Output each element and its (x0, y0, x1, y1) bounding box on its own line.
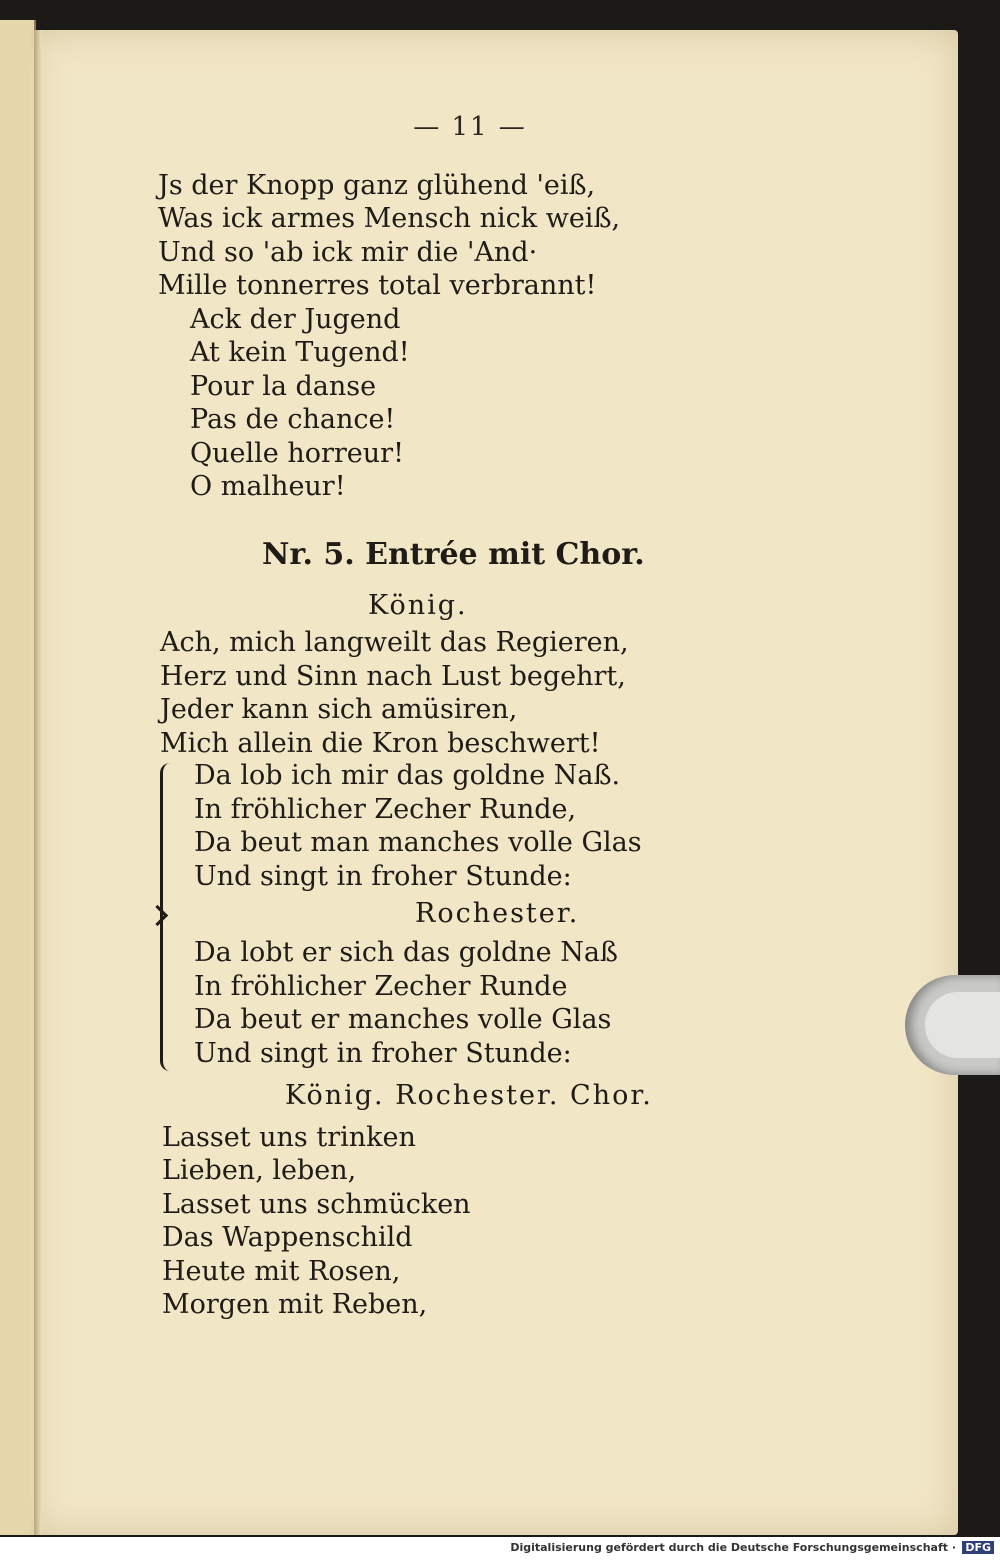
page-fold (34, 30, 42, 1535)
verse-line: Das Wappenschild (162, 1222, 413, 1253)
verse-line: Und so 'ab ick mir die 'And· (158, 237, 538, 268)
verse-line: Herz und Sinn nach Lust begehrt, (160, 661, 626, 692)
speaker-label: König. Rochester. Chor. (285, 1080, 653, 1111)
verse-line: Lieben, leben, (162, 1155, 357, 1186)
verse-line: Morgen mit Reben, (162, 1289, 428, 1320)
verse-line: Und singt in froher Stunde: (194, 861, 572, 892)
verse-line: Da beut er manches volle Glas (194, 1004, 612, 1035)
section-heading: Nr. 5. Entrée mit Chor. (262, 537, 645, 572)
footer-bar (0, 1537, 1000, 1561)
verse-line: Pas de chance! (190, 404, 396, 435)
dfg-logo: DFG (962, 1541, 994, 1554)
verse-line: At kein Tugend! (190, 337, 410, 368)
verse-line: Und singt in froher Stunde: (194, 1038, 572, 1069)
verse-line: Pour la danse (190, 371, 377, 402)
verse-line: Quelle horreur! (190, 438, 404, 469)
speaker-label: König. (368, 590, 468, 621)
verse-line: Js der Knopp ganz glühend 'eiß, (158, 170, 596, 201)
verse-line: In fröhlicher Zecher Runde, (194, 794, 577, 825)
verse-line: Da lob ich mir das goldne Naß. (194, 760, 621, 791)
verse-line: Da beut man manches volle Glas (194, 827, 642, 858)
verse-line: Lasset uns trinken (162, 1122, 416, 1153)
verse-line: Jeder kann sich amüsiren, (160, 694, 518, 725)
verse-line: Ach, mich langweilt das Regieren, (160, 627, 629, 658)
verse-line: Heute mit Rosen, (162, 1256, 401, 1287)
scanner-clip-highlight (925, 992, 1000, 1058)
verse-line: O malheur! (190, 471, 346, 502)
footer-credit: Digitalisierung gefördert durch die Deutsche Forschungsgemeinschaft · (510, 1541, 956, 1554)
speaker-label: Rochester. (415, 898, 580, 929)
page-number: — 11 — (413, 112, 527, 142)
verse-line: Da lobt er sich das goldne Naß (194, 937, 618, 968)
verse-line: In fröhlicher Zecher Runde (194, 971, 568, 1002)
verse-line: Ack der Jugend (190, 304, 401, 335)
verse-line: Mich allein die Kron beschwert! (160, 728, 601, 759)
verse-line: Lasset uns schmücken (162, 1189, 471, 1220)
verse-line: Mille tonnerres total verbrannt! (158, 270, 597, 301)
verse-line: Was ick armes Mensch nick weiß, (158, 203, 621, 234)
